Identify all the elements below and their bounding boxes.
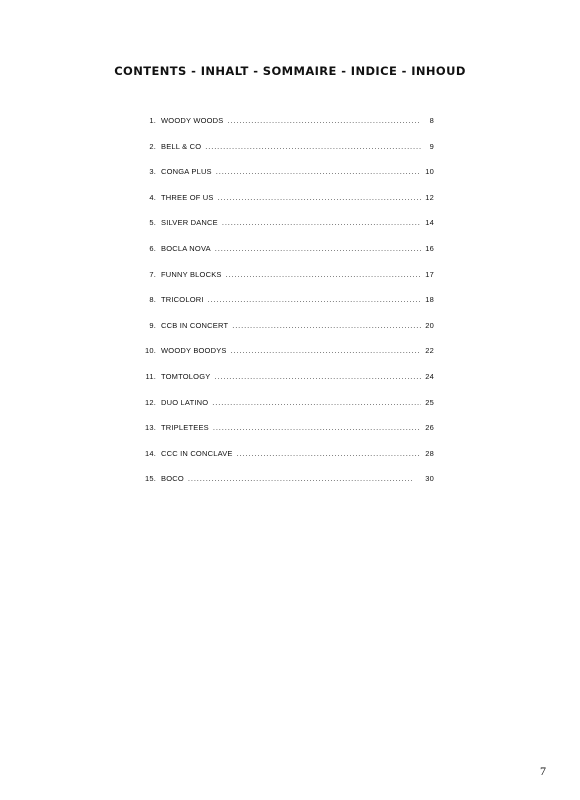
entry-number: 8.	[149, 295, 156, 305]
dot-leader	[226, 270, 421, 279]
contents-entry	[136, 116, 434, 142]
entry-page-number: 26	[425, 423, 434, 433]
contents-title: CONTENTS - INHALT - SOMMAIRE - INDICE - INHOUD	[114, 64, 466, 78]
entry-page-number: 12	[425, 192, 434, 202]
entry-page-number: 14	[425, 218, 434, 228]
contents-entry	[136, 142, 434, 168]
entry-number: 11.	[145, 371, 156, 381]
entry-title: BOCO	[161, 474, 184, 484]
contents-entry	[136, 449, 434, 475]
entry-title: THREE OF US	[161, 192, 214, 202]
dot-leader	[237, 449, 421, 458]
entry-number: 3.	[149, 167, 156, 177]
entry-title: TRIPLETEES	[161, 423, 209, 433]
entry-title: WOODY BOODYS	[161, 346, 227, 356]
entry-page-number: 22	[425, 346, 434, 356]
entry-number: 10.	[144, 346, 156, 356]
dot-leader	[212, 398, 421, 407]
contents-entry	[136, 167, 434, 193]
entry-number: 15.	[144, 474, 156, 484]
entry-title: WOODY WOODS	[161, 116, 224, 125]
dot-leader	[214, 372, 421, 381]
entry-title: DUO LATINO	[161, 397, 209, 407]
dot-leader	[213, 423, 421, 432]
entry-number: 2.	[149, 141, 156, 151]
entry-title: BELL & CO	[161, 141, 202, 151]
entry-title: TRICOLORI	[161, 295, 204, 305]
contents-entry	[136, 244, 434, 270]
entry-number: 9.	[149, 320, 156, 330]
contents-entry	[136, 423, 434, 449]
entry-number: 6.	[149, 243, 156, 253]
contents-entry	[136, 321, 434, 347]
entry-title: CCB IN CONCERT	[161, 320, 229, 330]
contents-entry	[136, 295, 434, 321]
entry-page-number: 18	[425, 295, 434, 305]
entry-page-number: 28	[425, 448, 434, 458]
entry-number: 1.	[149, 116, 156, 125]
contents-entry	[136, 372, 434, 398]
contents-entry	[136, 270, 434, 296]
dot-leader	[215, 244, 421, 253]
entry-number: 14.	[144, 448, 156, 458]
dot-leader	[231, 346, 421, 355]
entry-page-number: 24	[425, 371, 434, 381]
contents-list	[136, 116, 434, 500]
contents-entry	[136, 218, 434, 244]
dot-leader	[222, 218, 421, 227]
entry-number: 4.	[149, 192, 156, 202]
entry-title: SILVER DANCE	[161, 218, 218, 228]
dot-leader	[188, 474, 421, 483]
entry-number: 12.	[144, 397, 156, 407]
entry-page-number: 16	[425, 243, 434, 253]
dot-leader	[208, 295, 421, 304]
entry-title: CCC IN CONCLAVE	[161, 448, 233, 458]
dot-leader	[216, 167, 421, 176]
entry-number: 7.	[149, 269, 156, 279]
entry-number: 13.	[144, 423, 156, 433]
dot-leader	[218, 193, 421, 202]
entry-page-number: 8	[429, 116, 434, 125]
contents-entry	[136, 193, 434, 219]
entry-title: BOCLA NOVA	[161, 243, 211, 253]
entry-title: FUNNY BLOCKS	[161, 269, 222, 279]
dot-leader	[232, 321, 421, 330]
page-number: 7	[540, 764, 546, 778]
contents-entry	[136, 346, 434, 372]
entry-page-number: 25	[425, 397, 434, 407]
dot-leader	[227, 116, 421, 125]
entry-title: CONGA PLUS	[161, 167, 212, 177]
contents-entry	[136, 474, 434, 500]
entry-page-number: 30	[425, 474, 434, 484]
entry-title: TOMTOLOGY	[161, 371, 211, 381]
entry-number: 5.	[149, 218, 156, 228]
entry-page-number: 10	[425, 167, 434, 177]
contents-entry	[136, 398, 434, 424]
entry-page-number: 17	[425, 269, 434, 279]
dot-leader	[205, 142, 421, 151]
entry-page-number: 20	[425, 320, 434, 330]
entry-page-number: 9	[429, 141, 434, 151]
